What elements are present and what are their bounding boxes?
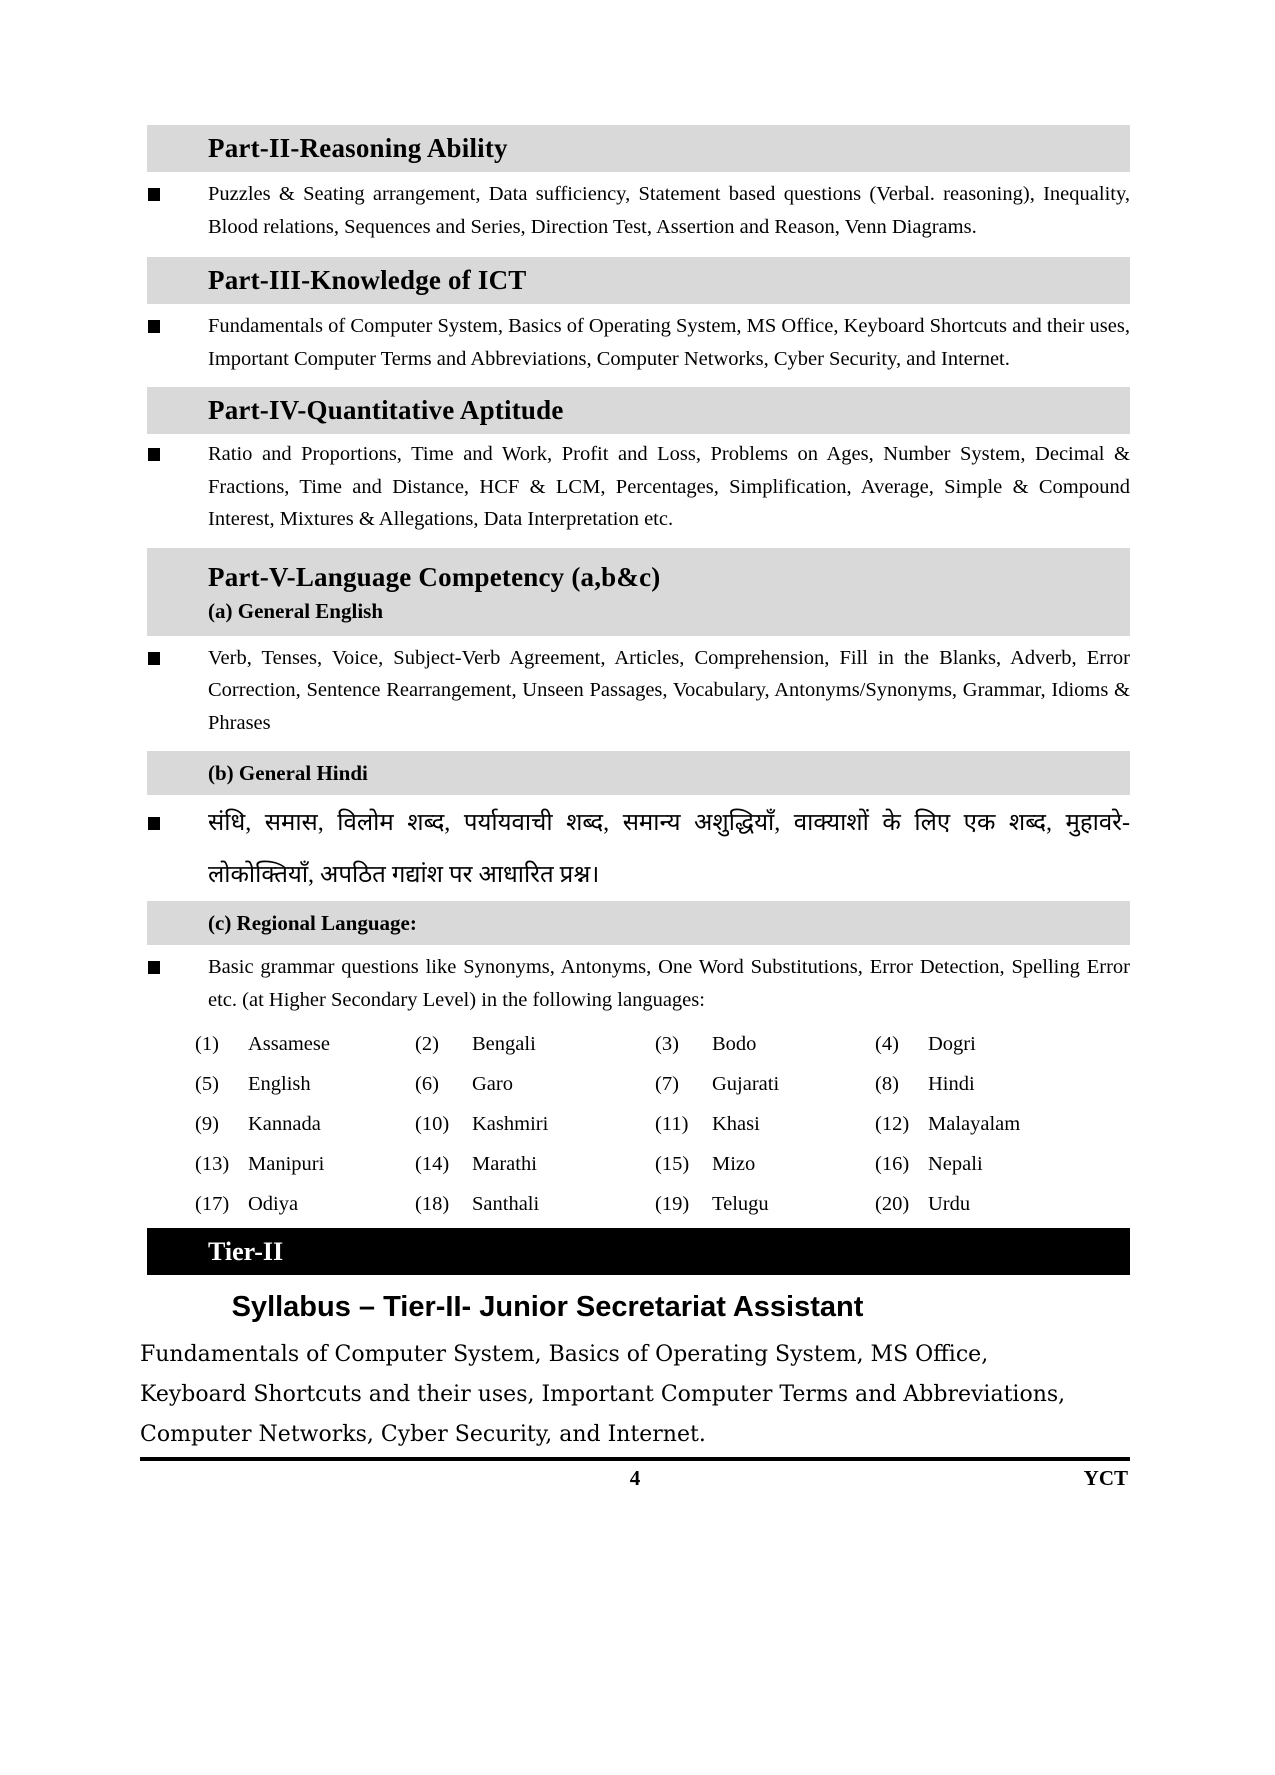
- language-name: Nepali: [928, 1153, 983, 1175]
- language-number: (8): [875, 1073, 899, 1095]
- language-name: Dogri: [928, 1033, 976, 1055]
- subsection-header-b: (b) General Hindi: [147, 751, 1130, 795]
- language-name: Mizo: [712, 1153, 756, 1175]
- section-title: Part-II-Reasoning Ability: [208, 133, 508, 163]
- bullet-item: [140, 951, 1130, 1016]
- section-header-part-3: [147, 257, 1130, 304]
- subsection-body-text-hindi: संधि, समास, विलोम शब्द, पर्यायवाची शब्द, समान्य अशुद्धियाँ, वाक्याशों के लिए एक शब्द, मुहावरे-लोकोक्तियाँ, अपठित गद्यांश पर आधारित प्रश्न।: [208, 810, 1130, 888]
- language-name: Manipuri: [248, 1153, 325, 1175]
- subsection-body-text: Verb, Tenses, Voice, Subject-Verb Agreement, Articles, Comprehension, Fill in the Blanks, Adverb, Error Correction, Sentence Rearrangement, Unseen Passages, Vocabulary, Antonyms/Synonyms, Grammar, Idioms & Phrases: [208, 646, 1130, 734]
- tier-2-banner: Tier-II: [147, 1228, 1130, 1275]
- language-name: Santhali: [472, 1193, 540, 1215]
- bullet-item: [140, 178, 1130, 243]
- tier-2-syllabus-title: Syllabus – Tier-II- Junior Secretariat Assistant: [231, 1291, 864, 1323]
- tier-2-syllabus-body: Fundamentals of Computer System, Basics of Operating System, MS Office, Keyboard Shortcuts and their uses, Important Computer Terms and Abbreviations, Computer Networks, Cyber Security, and Internet.: [140, 1342, 1066, 1447]
- bullet-item: [140, 797, 1130, 901]
- language-number: (19): [655, 1193, 690, 1215]
- language-name: Kashmiri: [472, 1113, 549, 1135]
- square-bullet-icon: [148, 817, 160, 830]
- section-header-part-2: [147, 125, 1130, 172]
- language-number: (6): [415, 1073, 439, 1095]
- language-name: Hindi: [928, 1073, 975, 1095]
- language-name: Kannada: [248, 1113, 321, 1135]
- square-bullet-icon: [148, 448, 160, 461]
- bullet-item: [140, 310, 1130, 375]
- square-bullet-icon: [148, 961, 160, 974]
- subsection-header-c: (c) Regional Language:: [147, 901, 1130, 945]
- language-name: Malayalam: [928, 1113, 1021, 1135]
- language-number: (7): [655, 1073, 679, 1095]
- section-body-text: Puzzles & Seating arrangement, Data sufficiency, Statement based questions (Verbal. reasoning), Inequality, Blood relations, Sequences and Series, Direction Test, Assertion and Reason, Venn Diagrams.: [208, 183, 1130, 238]
- language-name: Marathi: [472, 1153, 537, 1175]
- language-number: (2): [415, 1033, 439, 1055]
- language-number: (9): [195, 1113, 219, 1135]
- language-number: (10): [415, 1113, 450, 1135]
- language-name: Bengali: [472, 1033, 536, 1055]
- section-body-text: Ratio and Proportions, Time and Work, Profit and Loss, Problems on Ages, Number System, Decimal & Fractions, Time and Distance, HCF & LCM, Percentages, Simplification, Average, Simple & Compound Interest, Mixtures & Allegations, Data Interpretation etc.: [208, 443, 1130, 530]
- publisher-mark: YCT: [1083, 1466, 1128, 1490]
- languages-list: [195, 1024, 1130, 1224]
- language-name: Khasi: [712, 1113, 760, 1135]
- square-bullet-icon: [148, 320, 160, 333]
- language-number: (11): [655, 1113, 689, 1135]
- section-header-part-5: [147, 548, 1130, 636]
- section-header-part-4: [147, 387, 1130, 434]
- subsection-label-a: (a) General English: [208, 598, 384, 623]
- bullet-item: [140, 438, 1130, 536]
- language-number: (3): [655, 1033, 679, 1055]
- language-name: Assamese: [248, 1033, 330, 1055]
- language-number: (13): [195, 1153, 230, 1175]
- language-name: Telugu: [712, 1193, 769, 1215]
- section-title: Part-V-Language Competency (a,b&c): [208, 561, 661, 592]
- language-name: Urdu: [928, 1193, 971, 1215]
- document-page: [140, 125, 1130, 1491]
- language-name: English: [248, 1073, 311, 1095]
- language-number: (12): [875, 1113, 910, 1135]
- language-name: Gujarati: [712, 1073, 780, 1095]
- language-number: (14): [415, 1153, 450, 1175]
- language-number: (16): [875, 1153, 910, 1175]
- page-number: 4: [629, 1466, 641, 1490]
- language-number: (20): [875, 1193, 910, 1215]
- section-title: Part-IV-Quantitative Aptitude: [208, 395, 564, 425]
- language-number: (18): [415, 1193, 450, 1215]
- language-number: (1): [195, 1033, 219, 1055]
- square-bullet-icon: [148, 652, 160, 665]
- language-name: Bodo: [712, 1033, 757, 1055]
- language-number: (17): [195, 1193, 230, 1215]
- language-number: (4): [875, 1033, 899, 1055]
- bullet-item: [140, 642, 1130, 740]
- subsection-body-text: Basic grammar questions like Synonyms, Antonyms, One Word Substitutions, Error Detection, Spelling Error etc. (at Higher Secondary Level) in the following languages:: [208, 956, 1130, 1011]
- section-body-text: Fundamentals of Computer System, Basics of Operating System, MS Office, Keyboard Shortcuts and their uses, Important Computer Terms and Abbreviations, Computer Networks, Cyber Security, and Internet.: [208, 315, 1130, 370]
- section-title: Part-III-Knowledge of ICT: [208, 265, 527, 295]
- language-name: Odiya: [248, 1193, 299, 1215]
- language-name: Garo: [472, 1073, 513, 1095]
- square-bullet-icon: [148, 188, 160, 201]
- language-number: (5): [195, 1073, 219, 1095]
- page-footer: [140, 1457, 1130, 1491]
- language-number: (15): [655, 1153, 690, 1175]
